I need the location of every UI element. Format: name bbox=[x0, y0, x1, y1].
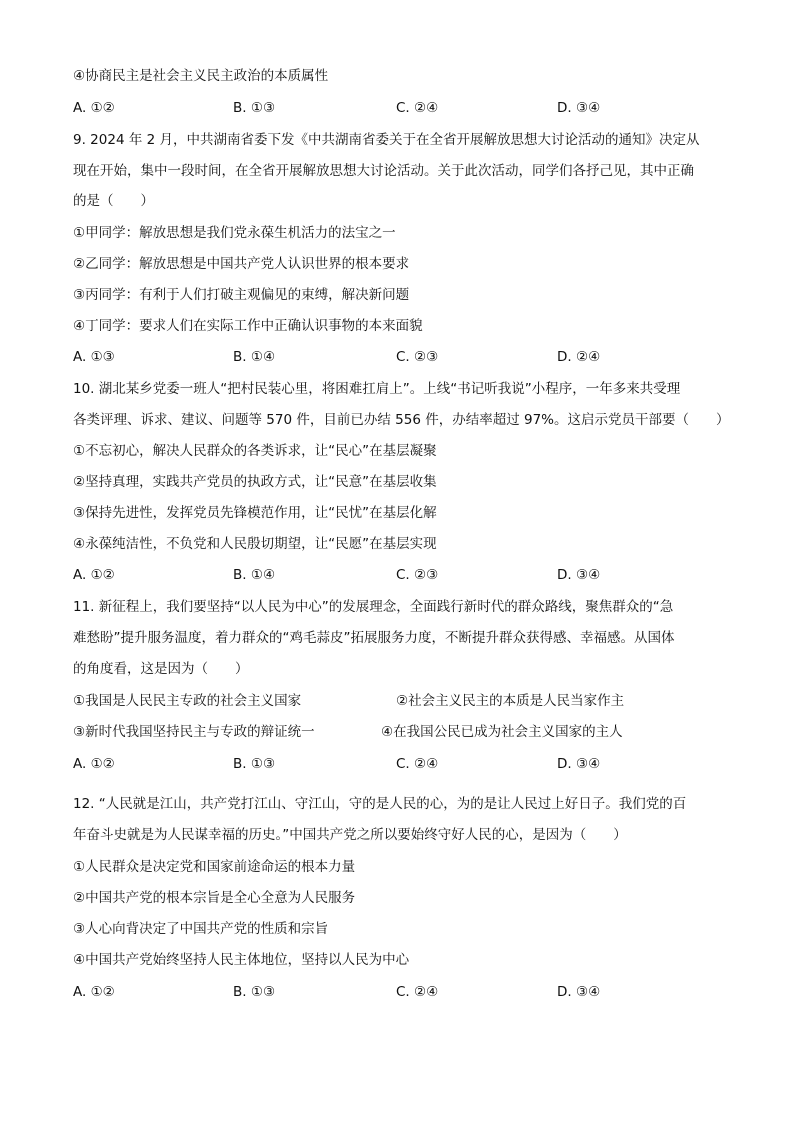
prev-option-a: A. ①② bbox=[73, 100, 115, 116]
q12-item-3: ③人心向背决定了中国共产党的性质和宗旨 bbox=[73, 921, 329, 937]
q9-stem-line-2: 现在开始，集中一段时间，在全省开展解放思想大讨论活动。关于此次活动，同学们各抒己见，其中正确 bbox=[73, 163, 694, 179]
prev-option-c: C. ②④ bbox=[396, 100, 439, 116]
q9-option-a: A. ①③ bbox=[73, 349, 115, 365]
q11-stem-line-3: 的角度看，这是因为（ ） bbox=[73, 661, 249, 677]
q9-stem-line-1: 9. 2024 年 2 月，中共湖南省委下发《中共湖南省委关于在全省开展解放思想大讨论活动的通知》决定从 bbox=[73, 132, 700, 148]
q10-option-a: A. ①② bbox=[73, 567, 115, 583]
q10-stem-line-2: 各类评理、诉求、建议、问题等 570 件，目前已办结 556 件，办结率超过 97%。这启示党员干部要（ ） bbox=[73, 412, 730, 428]
q10-option-d: D. ③④ bbox=[557, 567, 601, 583]
q11-option-a: A. ①② bbox=[73, 756, 115, 772]
q9-option-c: C. ②③ bbox=[396, 349, 439, 365]
q10-option-c: C. ②③ bbox=[396, 567, 439, 583]
q10-item-1: ①不忘初心，解决人民群众的各类诉求，让“民心”在基层凝聚 bbox=[73, 443, 437, 459]
prev-question-item-4: ④协商民主是社会主义民主政治的本质属性 bbox=[73, 68, 329, 84]
q9-item-3: ③丙同学：有利于人们打破主观偏见的束缚，解决新问题 bbox=[73, 287, 410, 303]
q12-item-1: ①人民群众是决定党和国家前途命运的根本力量 bbox=[73, 859, 356, 875]
q12-stem-line-1: 12. “人民就是江山，共产党打江山、守江山，守的是人民的心，为的是让人民过上好日子。我们党的百 bbox=[73, 796, 687, 812]
q9-stem-line-3: 的是（ ） bbox=[73, 193, 154, 209]
q9-item-1: ①甲同学：解放思想是我们党永葆生机活力的法宝之一 bbox=[73, 225, 396, 241]
q10-stem-line-1: 10. 湖北某乡党委一班人“把村民装心里，将困难扛肩上”。上线“书记听我说”小程序，一年多来共受理 bbox=[73, 381, 681, 397]
prev-option-b: B. ①③ bbox=[233, 100, 276, 116]
q12-item-2: ②中国共产党的根本宗旨是全心全意为人民服务 bbox=[73, 890, 356, 906]
q11-stem-line-2: 难愁盼”提升服务温度，着力群众的“鸡毛蒜皮”拓展服务力度，不断提升群众获得感、幸福感。从国体 bbox=[73, 630, 675, 646]
q9-option-b: B. ①④ bbox=[233, 349, 276, 365]
q11-item-4: ④在我国公民已成为社会主义国家的主人 bbox=[381, 724, 623, 740]
q9-option-d: D. ②④ bbox=[557, 349, 601, 365]
q10-option-b: B. ①④ bbox=[233, 567, 276, 583]
q10-item-3: ③保持先进性，发挥党员先锋模范作用，让“民忧”在基层化解 bbox=[73, 505, 437, 521]
q11-item-3: ③新时代我国坚持民主与专政的辩证统一 bbox=[73, 724, 315, 740]
prev-option-d: D. ③④ bbox=[557, 100, 601, 116]
q12-option-b: B. ①③ bbox=[233, 984, 276, 1000]
q11-option-d: D. ③④ bbox=[557, 756, 601, 772]
q12-stem-line-2: 年奋斗史就是为人民谋幸福的历史。”中国共产党之所以要始终守好人民的心，是因为（ ） bbox=[73, 827, 627, 843]
q10-item-2: ②坚持真理，实践共产党员的执政方式，让“民意”在基层收集 bbox=[73, 474, 437, 490]
q12-option-d: D. ③④ bbox=[557, 984, 601, 1000]
q9-item-4: ④丁同学：要求人们在实际工作中正确认识事物的本来面貌 bbox=[73, 318, 423, 334]
q11-option-c: C. ②④ bbox=[396, 756, 439, 772]
q10-item-4: ④永葆纯洁性，不负党和人民殷切期望，让“民愿”在基层实现 bbox=[73, 536, 437, 552]
q11-item-1: ①我国是人民民主专政的社会主义国家 bbox=[73, 693, 302, 709]
q12-option-a: A. ①② bbox=[73, 984, 115, 1000]
q12-item-4: ④中国共产党始终坚持人民主体地位，坚持以人民为中心 bbox=[73, 952, 410, 968]
q11-stem-line-1: 11. 新征程上，我们要坚持“以人民为中心”的发展理念，全面践行新时代的群众路线，聚焦群众的“急 bbox=[73, 599, 674, 615]
q9-item-2: ②乙同学：解放思想是中国共产党人认识世界的根本要求 bbox=[73, 256, 410, 272]
q11-item-2: ②社会主义民主的本质是人民当家作主 bbox=[396, 693, 625, 709]
q12-option-c: C. ②④ bbox=[396, 984, 439, 1000]
q11-option-b: B. ①③ bbox=[233, 756, 276, 772]
